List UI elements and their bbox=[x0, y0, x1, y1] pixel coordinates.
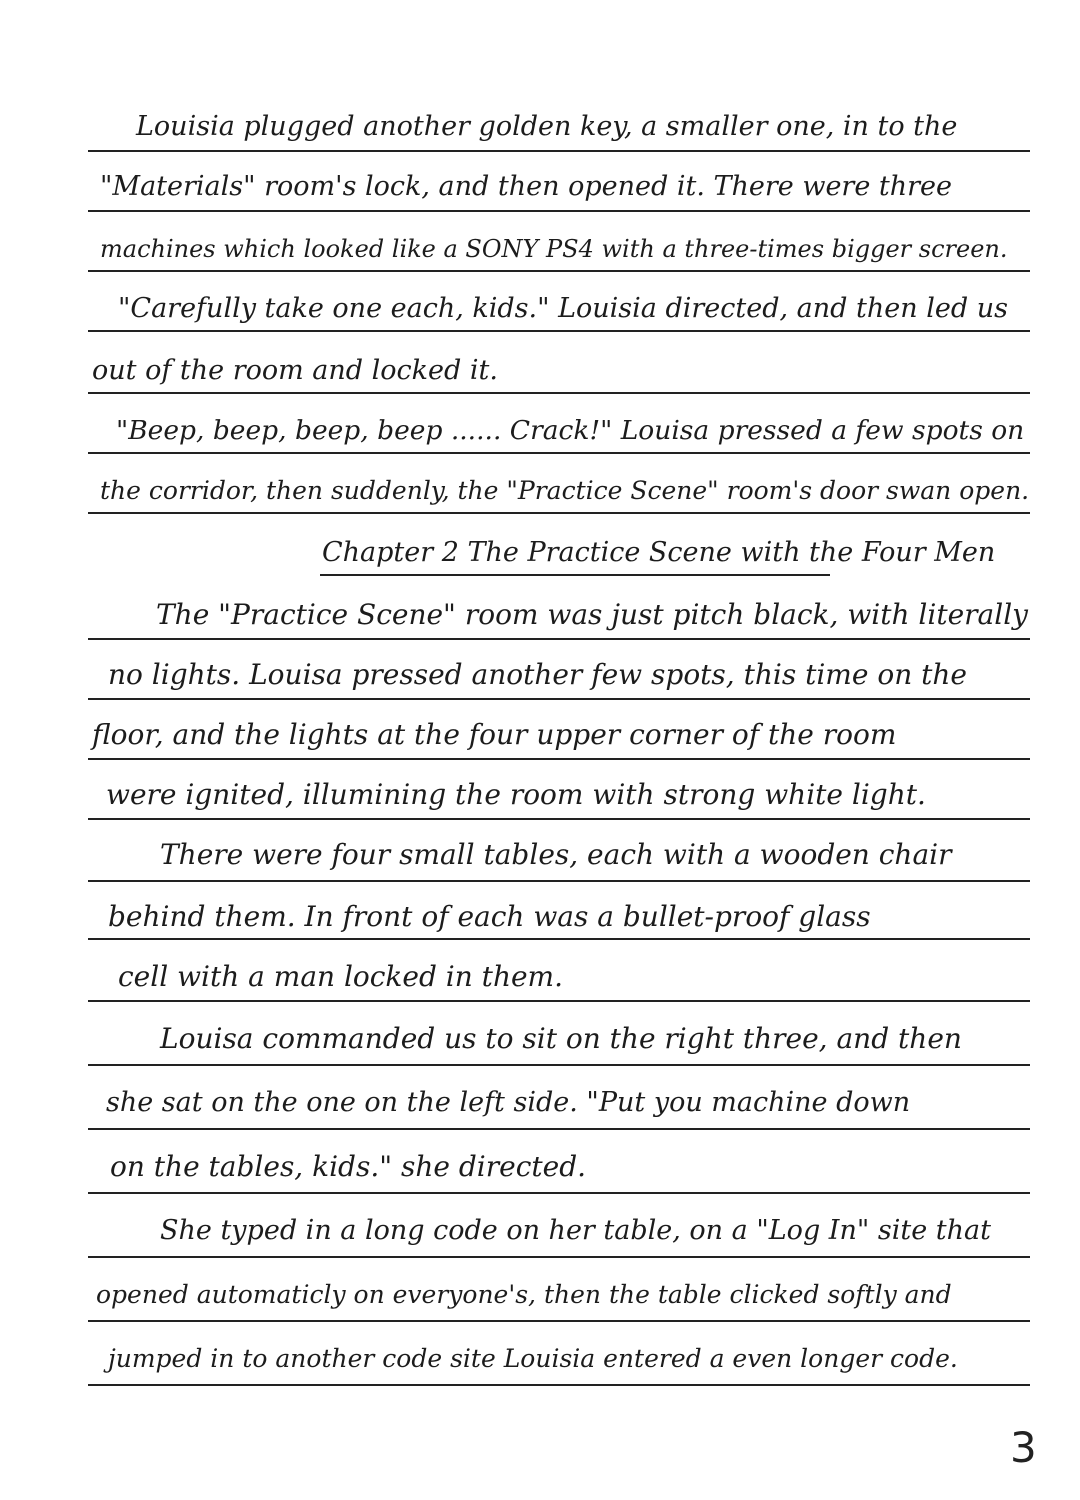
text-line: machines which looked like a SONY PS4 with a three-times bigger screen. bbox=[100, 235, 1008, 263]
ruled-line bbox=[88, 512, 1030, 514]
ruled-line bbox=[88, 392, 1030, 394]
ruled-line bbox=[88, 1000, 1030, 1002]
ruled-line bbox=[88, 270, 1030, 272]
ruled-line bbox=[88, 210, 1030, 212]
text-line: The "Practice Scene" room was just pitch black, with literally bbox=[156, 598, 1028, 631]
ruled-line bbox=[88, 698, 1030, 700]
ruled-line bbox=[88, 1128, 1030, 1130]
text-line: jumped in to another code site Louisia entered a even longer code. bbox=[108, 1344, 958, 1373]
text-line: Louisa commanded us to sit on the right three, and then bbox=[160, 1022, 962, 1055]
text-line: no lights. Louisa pressed another few spots, this time on the bbox=[108, 658, 967, 691]
text-line: the corridor, then suddenly, the "Practice Scene" room's door swan open. bbox=[100, 476, 1030, 505]
text-line: on the tables, kids." she directed. bbox=[110, 1150, 587, 1183]
text-line: cell with a man locked in them. bbox=[118, 960, 563, 993]
ruled-line bbox=[88, 452, 1030, 454]
text-line: behind them. In front of each was a bullet-proof glass bbox=[108, 900, 871, 933]
text-line: She typed in a long code on her table, on a "Log In" site that bbox=[160, 1215, 991, 1246]
text-line: "Beep, beep, beep, beep ...... Crack!" Louisa pressed a few spots on bbox=[116, 415, 1025, 446]
chapter-heading: Chapter 2 The Practice Scene with the Four Men bbox=[322, 537, 996, 568]
ruled-line bbox=[88, 1256, 1030, 1258]
text-line: There were four small tables, each with a wooden chair bbox=[160, 838, 952, 871]
text-line: were ignited, illumining the room with strong white light. bbox=[106, 778, 926, 811]
text-line: floor, and the lights at the four upper corner of the room bbox=[92, 718, 897, 751]
ruled-line bbox=[88, 638, 1030, 640]
ruled-line bbox=[88, 330, 1030, 332]
text-line: out of the room and locked it. bbox=[92, 355, 498, 386]
chapter-heading-underline bbox=[320, 574, 830, 576]
ruled-line bbox=[88, 880, 1030, 882]
ruled-line bbox=[88, 1320, 1030, 1322]
text-line: "Materials" room's lock, and then opened it. There were three bbox=[100, 171, 952, 202]
text-line: opened automaticly on everyone's, then the table clicked softly and bbox=[96, 1280, 952, 1309]
ruled-line bbox=[88, 818, 1030, 820]
ruled-line bbox=[88, 1192, 1030, 1194]
page-number: 3 bbox=[1010, 1423, 1037, 1472]
text-line: she sat on the one on the left side. "Put you machine down bbox=[106, 1087, 911, 1118]
ruled-line bbox=[88, 938, 1030, 940]
text-line: Louisia plugged another golden key, a smaller one, in to the bbox=[136, 111, 958, 142]
ruled-line bbox=[88, 1064, 1030, 1066]
ruled-line bbox=[88, 1384, 1030, 1386]
text-line: "Carefully take one each, kids." Louisia directed, and then led us bbox=[118, 293, 1008, 324]
ruled-line bbox=[88, 758, 1030, 760]
ruled-line bbox=[88, 150, 1030, 152]
